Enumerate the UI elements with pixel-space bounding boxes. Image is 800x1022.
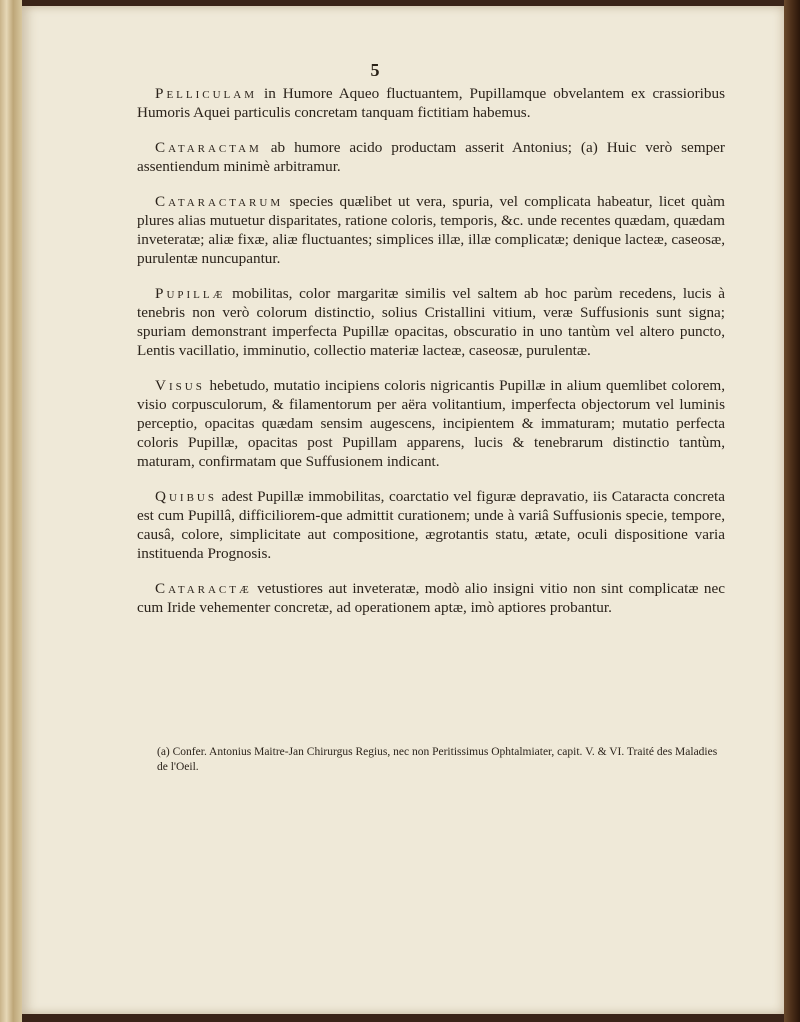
paragraph-text: species quælibet ut vera, spuria, vel complicata habeatur, licet quàm plures alias mutuetur disparitates, ratione coloris, temporis, &c. unde recentes quædam, quædam inveteratæ; aliæ fixæ, aliæ fluctuantes; simplices illæ, illæ complicatæ; denique lacteæ, caseosæ, purulentæ nuncupantur. — [137, 193, 725, 267]
paragraph-cataractae — [137, 579, 725, 617]
paragraph-cataracta — [137, 138, 725, 176]
paragraph-text: ab humore acido productam asserit Antonius; (a) Huic verò semper assentiendum minimè arbitramur. — [137, 139, 725, 175]
lead-word: Visus — [155, 377, 205, 394]
lead-word: Cataractam — [155, 139, 262, 156]
binding-left-edge — [0, 0, 22, 1022]
paragraph-pellicula — [137, 84, 725, 122]
paragraph-text: hebetudo, mutatio incipiens coloris nigricantis Pupillæ in alium quemlibet colorem, visio corpusculorum, & filamentorum per aëra volitantium, imperfecta objectorum vel luminis perceptio, opacitas quædam sensim augescens, incipientem & immaturam; mutatio perfecta coloris Pupillæ, opacitas post Pupillam apparens, lucis & tenebrarum distinctio tantùm, maturam, confirmatam que Suffusionem indicant. — [137, 377, 725, 470]
lead-word: Cataractarum — [155, 193, 284, 210]
paragraph-cataractarum — [137, 192, 725, 268]
lead-word: Quibus — [155, 488, 217, 505]
lead-word: Cataractæ — [155, 580, 252, 597]
footnote: (a) Confer. Antonius Maitre-Jan Chirurgus Regius, nec non Peritissimus Ophtalmiater, capit. V. & VI. Traité des Maladies de l'Oeil. — [157, 746, 718, 773]
paragraph-text: in Humore Aqueo fluctuantem, Pupillamque obvelantem ex crassioribus Humoris Aquei particulis concretam tanquam fictitiam habemus. — [137, 85, 725, 121]
book-page — [22, 6, 784, 1014]
binding-right-edge — [784, 0, 800, 1022]
page-number: 5 — [370, 60, 380, 80]
paragraph-pupillae — [137, 284, 725, 360]
body-text — [137, 84, 725, 633]
paragraph-text: vetustiores aut inveteratæ, modò alio insigni vitio non sint complicatæ nec cum Iride vehementer concretæ, ad operationem aptæ, imò aptiores probantur. — [137, 580, 725, 616]
lead-word: Pelliculam — [155, 85, 257, 102]
paragraph-visus — [137, 376, 725, 471]
paragraph-text: mobilitas, color margaritæ similis vel saltem ab hoc parùm recedens, lucis à tenebris non verò colorum distinctio, solius Cristallini vitium, veræ Suffusionis sunt signa; spuriam demonstrant imperfecta Pupillæ opacitas, obscuratio in uno tantùm vel altero puncto, Lentis vacillatio, imminutio, collectio materiæ lacteæ, caseosæ, purulentæ. — [137, 285, 725, 359]
lead-word: Pupillæ — [155, 285, 226, 302]
paragraph-quibus — [137, 487, 725, 563]
paragraph-text: adest Pupillæ immobilitas, coarctatio vel figuræ depravatio, iis Cataracta concreta est cum Pupillâ, difficiliorem-que admittit curationem; unde à variâ Suffusionis specie, tempore, causâ, colore, simplicitate aut compositione, ægrotantis statu, ætate, oculi dispositione varia instituenda Prognosis. — [137, 488, 725, 562]
